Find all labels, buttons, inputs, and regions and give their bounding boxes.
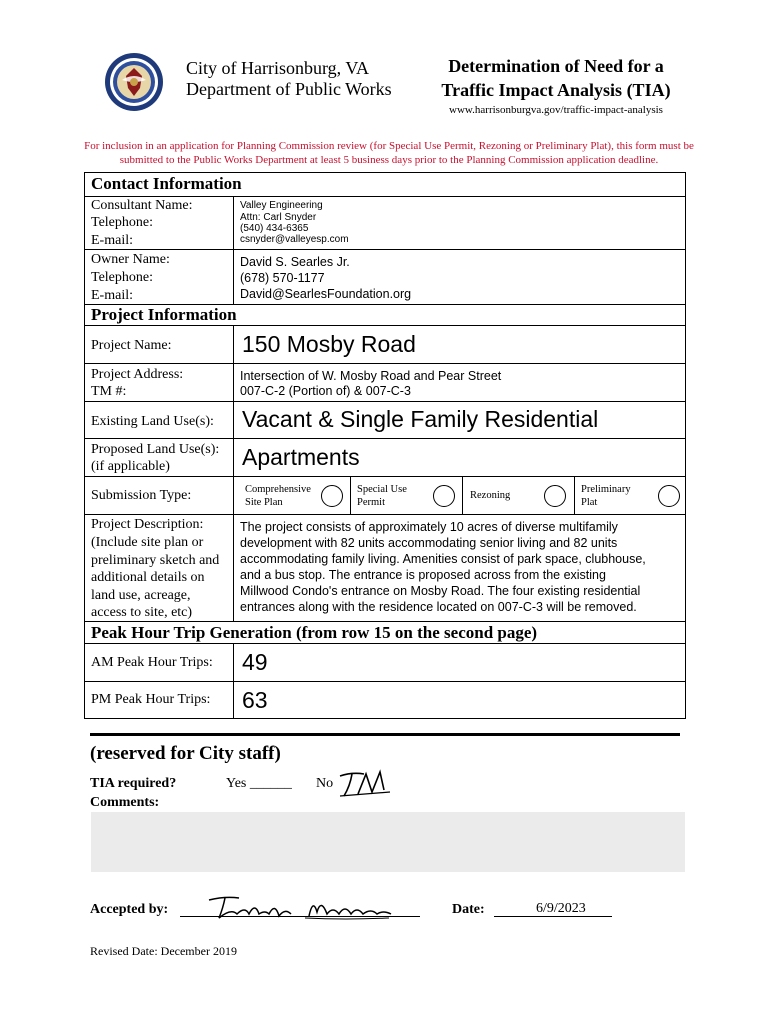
comments-label: Comments: [90,795,160,810]
column-divider [233,196,234,304]
date-label: Date: [452,902,485,917]
proposed-use-sublabel: (if applicable) [91,459,170,474]
proposed-use-label: Proposed Land Use(s): [91,442,220,457]
project-address-field[interactable]: Intersection of W. Mosby Road and Pear Street [240,369,502,383]
consultant-name-label: Consultant Name: [91,198,193,213]
document-url: www.harrisonburgva.gov/traffic-impact-analysis [449,104,663,116]
description-line[interactable]: The project consists of approximately 10 acres of diverse multifamily [240,520,618,534]
radio-comprehensive-site-plan[interactable] [321,485,343,507]
proposed-use-field[interactable]: Apartments [242,444,360,470]
project-address-label: Project Address: [91,367,184,382]
option-comprehensive-site-plan-line1: Comprehensive [245,484,311,495]
description-line[interactable]: and a bus stop. The entrance is proposed across from the existing [240,568,606,582]
divider [84,249,686,250]
consultant-phone-field[interactable]: (540) 434-6365 [240,223,309,234]
handwritten-initials [338,766,398,800]
option-divider [462,476,463,514]
divider [84,476,686,477]
owner-phone-label: Telephone: [91,270,153,285]
date-field[interactable]: 6/9/2023 [536,901,586,916]
description-label-line6: access to site, etc) [91,605,193,620]
description-label-line5: land use, acreage, [91,588,191,603]
staff-section-rule [90,733,680,736]
city-seal-icon [104,52,164,112]
tia-yes-option[interactable]: Yes ______ [226,776,292,791]
description-label-line1: Project Description: [91,517,204,532]
consultant-attn-field[interactable]: Attn: Carl Snyder [240,212,317,223]
trips-section-title: Peak Hour Trip Generation (from row 15 on the second page) [91,623,538,642]
divider [84,363,686,364]
org-department: Department of Public Works [186,79,392,99]
description-label-line4: additional details on [91,570,205,585]
divider [84,325,686,326]
project-name-label: Project Name: [91,338,172,353]
consultant-email-field[interactable]: csnyder@valleyesp.com [240,234,349,245]
owner-email-field[interactable]: David@SearlesFoundation.org [240,287,412,301]
option-divider [574,476,575,514]
accepted-by-label: Accepted by: [90,902,169,917]
tia-no-option[interactable]: No [316,776,334,791]
option-special-use-permit-line2: Permit [357,497,385,508]
divider [84,621,686,622]
tia-required-label: TIA required? [90,776,177,791]
document-title-line1: Determination of Need for a [448,56,664,76]
owner-phone-field[interactable]: (678) 570-1177 [240,271,325,285]
column-divider [233,325,234,621]
staff-section-title: (reserved for City staff) [90,743,281,764]
owner-name-field[interactable]: David S. Searles Jr. [240,255,350,269]
divider [84,643,686,644]
divider [84,401,686,402]
divider [84,681,686,682]
owner-name-label: Owner Name: [91,252,170,267]
radio-special-use-permit[interactable] [433,485,455,507]
consultant-phone-label: Telephone: [91,215,153,230]
handwritten-signature [205,892,395,922]
submission-notice: For inclusion in an application for Planning Commission review (for Special Use Permit, Rezoning or Preliminary Plat), this form must be submitted to the Public Works Department at least 5 business days prior to the Planning Commission application deadline. [84,140,694,166]
owner-email-label: E-mail: [91,288,133,303]
option-preliminary-plat-line2: Plat [581,497,598,508]
am-trips-field[interactable]: 49 [242,649,268,675]
revised-date: Revised Date: December 2019 [90,944,237,958]
description-label-line3: preliminary sketch and [91,553,220,568]
option-rezoning: Rezoning [470,490,511,501]
project-section-title: Project Information [91,305,237,324]
existing-use-label: Existing Land Use(s): [91,414,214,429]
org-name: City of Harrisonburg, VA [186,58,370,78]
contact-section-title: Contact Information [91,174,242,193]
pm-trips-label: PM Peak Hour Trips: [91,692,211,707]
consultant-email-label: E-mail: [91,233,133,248]
divider [84,438,686,439]
existing-use-field[interactable]: Vacant & Single Family Residential [242,406,599,432]
description-line[interactable]: Millwood Condo's entrance on Mosby Road. The four existing residential [240,584,641,598]
consultant-name-field[interactable]: Valley Engineering [240,200,323,211]
option-comprehensive-site-plan-line2: Site Plan [245,497,283,508]
tm-label: TM #: [91,384,127,399]
divider [84,514,686,515]
option-preliminary-plat-line1: Preliminary [581,484,631,495]
description-line[interactable]: development with 82 units accommodating senior living and 82 units [240,536,618,550]
radio-preliminary-plat[interactable] [658,485,680,507]
option-special-use-permit-line1: Special Use [357,484,407,495]
description-line[interactable]: entrances along with the residence located on 007-C-3 will be removed. [240,600,637,614]
description-label-line2: (Include site plan or [91,535,204,550]
comments-field[interactable] [91,812,685,872]
am-trips-label: AM Peak Hour Trips: [91,655,213,670]
description-line[interactable]: accommodating family living. Amenities consist of park space, clubhouse, [240,552,646,566]
option-divider [350,476,351,514]
document-title-line2: Traffic Impact Analysis (TIA) [441,80,671,100]
pm-trips-field[interactable]: 63 [242,687,268,713]
project-name-field[interactable]: 150 Mosby Road [242,331,416,357]
radio-rezoning[interactable] [544,485,566,507]
submission-type-label: Submission Type: [91,488,192,503]
tm-field[interactable]: 007-C-2 (Portion of) & 007-C-3 [240,384,411,398]
